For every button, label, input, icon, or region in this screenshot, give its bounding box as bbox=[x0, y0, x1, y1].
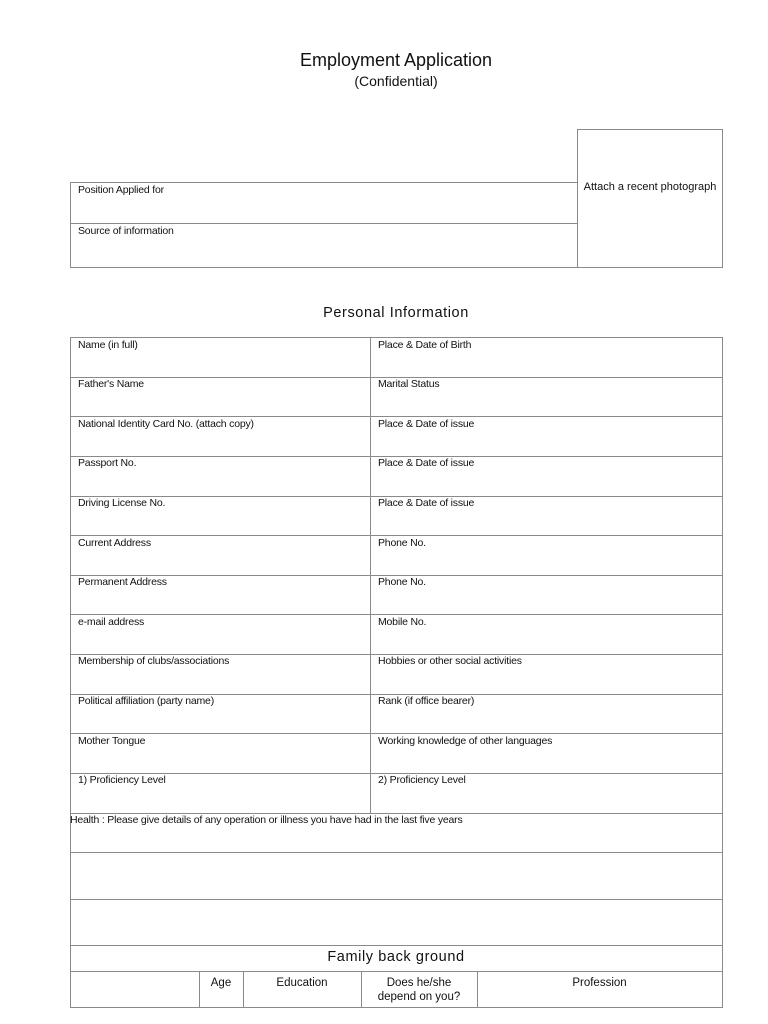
proficiency-level-1-field[interactable]: 1) Proficiency Level bbox=[78, 774, 166, 786]
table-row-line bbox=[70, 614, 723, 615]
other-languages-field[interactable]: Working knowledge of other languages bbox=[378, 735, 553, 747]
section-heading-family: Family back ground bbox=[327, 949, 465, 965]
mobile-field[interactable]: Mobile No. bbox=[378, 616, 427, 628]
divider bbox=[70, 182, 577, 183]
hobbies-field[interactable]: Hobbies or other social activities bbox=[378, 655, 522, 667]
place-date-birth-field[interactable]: Place & Date of Birth bbox=[378, 339, 472, 351]
name-field[interactable]: Name (in full) bbox=[78, 339, 138, 351]
photo-box[interactable] bbox=[577, 129, 723, 268]
source-of-information-field[interactable]: Source of information bbox=[78, 225, 174, 237]
divider bbox=[70, 267, 577, 268]
mother-tongue-field[interactable]: Mother Tongue bbox=[78, 735, 146, 747]
passport-issue-field[interactable]: Place & Date of issue bbox=[378, 457, 475, 469]
marital-status-field[interactable]: Marital Status bbox=[378, 378, 440, 390]
table-border bbox=[722, 337, 723, 1008]
family-col-depend: Does he/she depend on you? bbox=[377, 977, 461, 1003]
health-details-field-1[interactable] bbox=[71, 853, 722, 898]
table-row-line bbox=[70, 945, 723, 946]
position-applied-field[interactable]: Position Applied for bbox=[78, 184, 164, 196]
table-row-line bbox=[70, 416, 723, 417]
permanent-address-field[interactable]: Permanent Address bbox=[78, 576, 167, 588]
passport-field[interactable]: Passport No. bbox=[78, 457, 137, 469]
email-field[interactable]: e-mail address bbox=[78, 616, 145, 628]
permanent-phone-field[interactable]: Phone No. bbox=[378, 576, 426, 588]
page-subtitle: (Confidential) bbox=[354, 73, 438, 89]
family-col-profession: Profession bbox=[572, 977, 627, 989]
section-heading-personal: Personal Information bbox=[323, 305, 469, 321]
family-col-age: Age bbox=[210, 977, 232, 989]
rank-field[interactable]: Rank (if office bearer) bbox=[378, 695, 475, 707]
page-title: Employment Application bbox=[299, 50, 493, 70]
license-issue-field[interactable]: Place & Date of issue bbox=[378, 497, 475, 509]
current-address-field[interactable]: Current Address bbox=[78, 537, 151, 549]
family-col-education: Education bbox=[276, 977, 328, 989]
political-affiliation-field[interactable]: Political affiliation (party name) bbox=[78, 695, 214, 707]
photo-box-label: Attach a recent photograph bbox=[583, 181, 717, 193]
health-details-field-2[interactable] bbox=[71, 900, 722, 944]
divider bbox=[70, 223, 577, 224]
table-row-line bbox=[70, 337, 723, 338]
health-details-label: Health : Please give details of any operation or illness you have had in the last five years bbox=[70, 814, 463, 826]
table-row-line bbox=[70, 535, 723, 536]
divider bbox=[70, 182, 71, 268]
current-phone-field[interactable]: Phone No. bbox=[378, 537, 426, 549]
table-border bbox=[361, 971, 362, 1008]
table-row-line bbox=[70, 1007, 723, 1008]
table-row-line bbox=[70, 733, 723, 734]
proficiency-level-2-field[interactable]: 2) Proficiency Level bbox=[378, 774, 466, 786]
fathers-name-field[interactable]: Father's Name bbox=[78, 378, 144, 390]
national-id-field[interactable]: National Identity Card No. (attach copy) bbox=[78, 418, 254, 430]
nic-issue-field[interactable]: Place & Date of issue bbox=[378, 418, 475, 430]
table-row-line bbox=[70, 971, 723, 972]
driving-license-field[interactable]: Driving License No. bbox=[78, 497, 166, 509]
membership-field[interactable]: Membership of clubs/associations bbox=[78, 655, 230, 667]
